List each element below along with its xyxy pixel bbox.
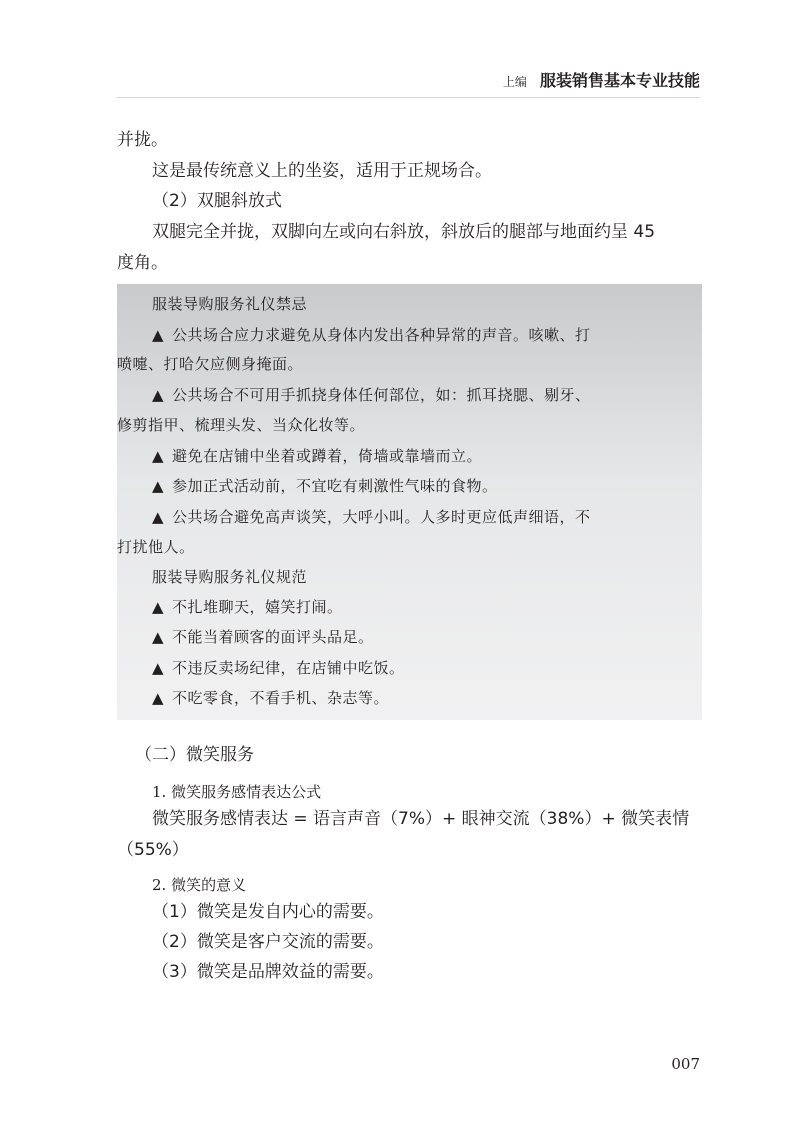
taboo-item: ▲ 参加正式活动前，不宜吃有刺激性气味的食物。 [152,477,498,495]
running-header [503,68,700,91]
box-title-taboos: 服装导购服务礼仪禁忌 [152,295,308,313]
bullet-triangle-icon: ▲ [152,659,165,677]
taboo-item: ▲ 公共场合避免高声谈笑，大呼小叫。人多时更应低声细语，不 [152,508,591,526]
bullet-triangle-icon: ▲ [152,689,165,707]
subheading-legs-slanted: （2）双腿斜放式 [152,191,282,211]
bullet-triangle-icon: ▲ [152,598,165,616]
etiquette-sidebar-box [117,284,702,720]
header-title: 服装销售基本专业技能 [539,71,700,90]
taboo-item: ▲ 公共场合不可用手抓挠身体任何部位，如：抓耳挠腮、剔牙、 [152,386,591,404]
section-heading-smile-service: （二）微笑服务 [135,745,254,765]
formula-line2: （55%） [117,840,189,860]
bullet-triangle-icon: ▲ [152,447,165,465]
formula-line1: 微笑服务感情表达 = 语言声音（7%）+ 眼神交流（38%）+ 微笑表情 [152,809,690,829]
page-number: 007 [671,1055,700,1073]
header-part: 上编 [502,75,527,89]
meaning-item: （1）微笑是发自内心的需要。 [152,902,384,922]
paragraph-legs-slanted-line1: 双腿完全并拢，双脚向左或向右斜放，斜放后的腿部与地面约呈 45 [152,222,656,242]
bullet-triangle-icon: ▲ [152,628,165,646]
norm-item: ▲ 不扎堆聊天，嬉笑打闹。 [152,598,343,616]
bullet-triangle-icon: ▲ [152,508,165,526]
taboo-item-continued: 修剪指甲、梳理头发、当众化妆等。 [117,416,366,434]
bullet-triangle-icon: ▲ [152,386,165,404]
paragraph-continuation: 并拢。 [117,130,168,150]
meaning-item: （2）微笑是客户交流的需要。 [152,932,384,952]
taboo-item: ▲ 公共场合应力求避免从身体内发出各种异常的声音。咳嗽、打 [152,326,591,344]
norm-item: ▲ 不吃零食，不看手机、杂志等。 [152,689,390,707]
paragraph-formal-posture: 这是最传统意义上的坐姿，适用于正规场合。 [152,161,492,181]
paragraph-legs-slanted-line2: 度角。 [117,253,168,273]
taboo-item-continued: 喷嚏、打哈欠应侧身掩面。 [117,355,304,373]
subheading-formula: 1. 微笑服务感情表达公式 [152,783,322,801]
box-title-norms: 服装导购服务礼仪规范 [152,568,308,586]
taboo-item: ▲ 避免在店铺中坐着或蹲着，倚墙或靠墙而立。 [152,447,483,465]
meaning-item: （3）微笑是品牌效益的需要。 [152,962,384,982]
header-divider [117,97,700,98]
bullet-triangle-icon: ▲ [152,326,165,344]
norm-item: ▲ 不能当着顾客的面评头品足。 [152,628,374,646]
subheading-smile-meaning: 2. 微笑的意义 [152,876,247,894]
taboo-item-continued: 打扰他人。 [117,538,195,556]
bullet-triangle-icon: ▲ [152,477,165,495]
norm-item: ▲ 不违反卖场纪律，在店铺中吃饭。 [152,659,405,677]
